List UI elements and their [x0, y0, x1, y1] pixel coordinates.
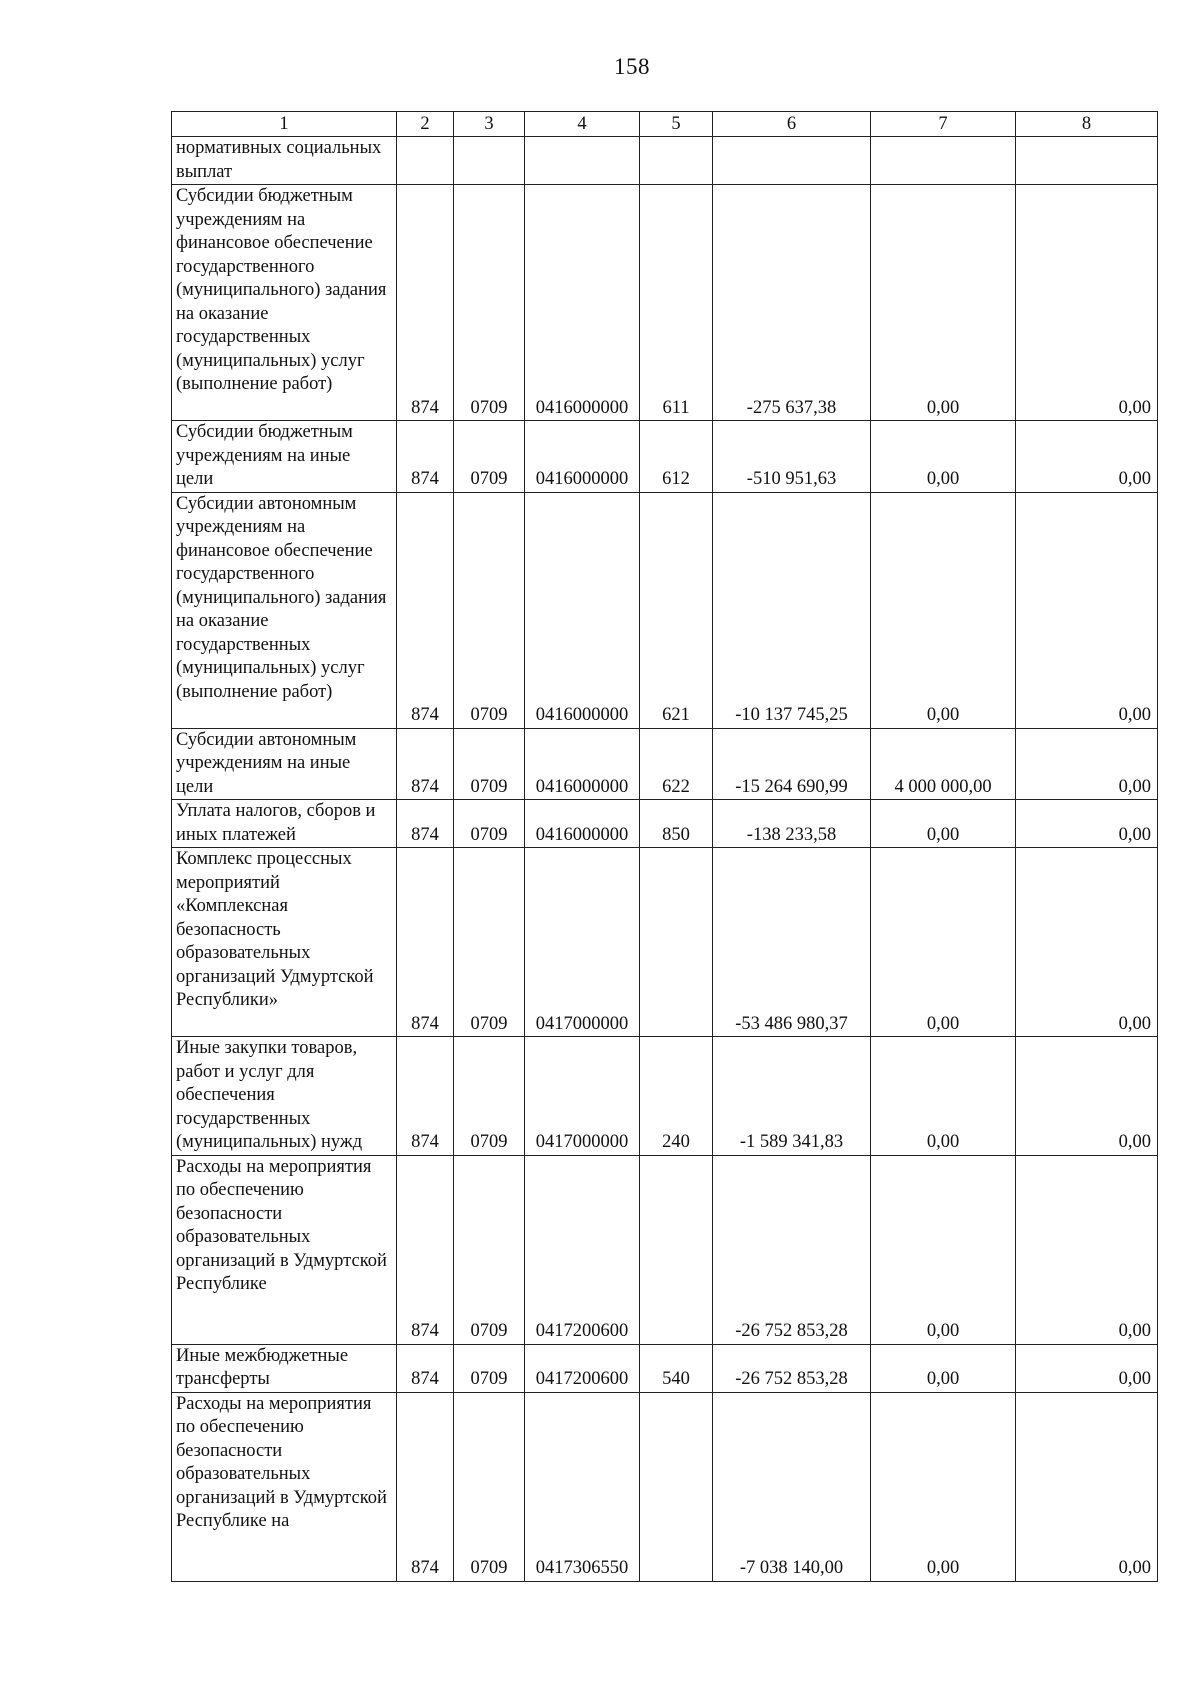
chapter-cell: 874	[397, 1037, 454, 1156]
expense-type-cell	[640, 1392, 713, 1581]
amount-col6-cell: -7 038 140,00	[713, 1392, 871, 1581]
header-cell-5: 5	[640, 112, 713, 137]
header-cell-4: 4	[525, 112, 640, 137]
chapter-cell: 874	[397, 1392, 454, 1581]
amount-col8-cell: 0,00	[1016, 1392, 1158, 1581]
table-row	[172, 1392, 1158, 1581]
amount-col7-cell: 0,00	[871, 1037, 1016, 1156]
row-name: Расходы на мероприятия по обеспечению безопасности образовательных организаций в Удмуртской Республике	[176, 1156, 387, 1294]
chapter-cell: 874	[397, 185, 454, 421]
target-article-cell: 0416000000	[525, 800, 640, 848]
amount-col8-cell: 0,00	[1016, 421, 1158, 493]
section-cell: 0709	[454, 1392, 525, 1581]
section-cell	[454, 137, 525, 185]
budget-table	[171, 111, 1158, 1582]
amount-col7-cell: 0,00	[871, 492, 1016, 728]
table-row	[172, 1344, 1158, 1392]
table-row	[172, 137, 1158, 185]
amount-col7-cell: 0,00	[871, 185, 1016, 421]
chapter-cell	[397, 137, 454, 185]
amount-col8-cell: 0,00	[1016, 492, 1158, 728]
section-cell: 0709	[454, 421, 525, 493]
row-name-cell	[172, 185, 397, 421]
row-name: Субсидии автономным учреждениям на иные цели	[176, 729, 357, 797]
table-row	[172, 800, 1158, 848]
expense-type-cell	[640, 1155, 713, 1344]
section-cell: 0709	[454, 800, 525, 848]
header-cell-6: 6	[713, 112, 871, 137]
row-name-cell	[172, 492, 397, 728]
header-row	[172, 112, 1158, 137]
target-article-cell: 0417200600	[525, 1344, 640, 1392]
amount-col8-cell	[1016, 137, 1158, 185]
chapter-cell: 874	[397, 800, 454, 848]
header-cell-2: 2	[397, 112, 454, 137]
amount-col6-cell: -10 137 745,25	[713, 492, 871, 728]
expense-type-cell: 611	[640, 185, 713, 421]
header-cell-8: 8	[1016, 112, 1158, 137]
amount-col6-cell: -26 752 853,28	[713, 1344, 871, 1392]
row-name-cell	[172, 1344, 397, 1392]
amount-col8-cell: 0,00	[1016, 728, 1158, 800]
amount-col7-cell: 0,00	[871, 1155, 1016, 1344]
page-number: 158	[614, 54, 650, 79]
target-article-cell: 0417200600	[525, 1155, 640, 1344]
amount-col8-cell: 0,00	[1016, 800, 1158, 848]
expense-type-cell: 850	[640, 800, 713, 848]
amount-col6-cell: -138 233,58	[713, 800, 871, 848]
chapter-cell: 874	[397, 1155, 454, 1344]
row-name-cell	[172, 137, 397, 185]
target-article-cell: 0416000000	[525, 421, 640, 493]
amount-col6-cell: -275 637,38	[713, 185, 871, 421]
table-row	[172, 728, 1158, 800]
expense-type-cell: 621	[640, 492, 713, 728]
expense-type-cell	[640, 137, 713, 185]
expense-type-cell: 540	[640, 1344, 713, 1392]
table-row	[172, 1155, 1158, 1344]
target-article-cell: 0416000000	[525, 728, 640, 800]
section-cell: 0709	[454, 848, 525, 1037]
amount-col7-cell: 4 000 000,00	[871, 728, 1016, 800]
expense-type-cell: 622	[640, 728, 713, 800]
row-name: Комплекс процессных мероприятий «Комплексная безопасность образовательных организаций Удмуртской Республики»	[176, 849, 374, 1010]
chapter-cell: 874	[397, 848, 454, 1037]
row-name: Иные закупки товаров, работ и услуг для обеспечения государственных (муниципальных) нужд	[176, 1038, 363, 1152]
target-article-cell	[525, 137, 640, 185]
header-cell-1: 1	[172, 112, 397, 137]
table-row	[172, 1037, 1158, 1156]
table-row	[172, 492, 1158, 728]
chapter-cell: 874	[397, 492, 454, 728]
chapter-cell: 874	[397, 728, 454, 800]
amount-col6-cell: -15 264 690,99	[713, 728, 871, 800]
amount-col6-cell: -1 589 341,83	[713, 1037, 871, 1156]
row-name: Субсидии бюджетным учреждениям на иные цели	[176, 422, 353, 489]
amount-col6-cell: -510 951,63	[713, 421, 871, 493]
row-name-cell	[172, 800, 397, 848]
amount-col6-cell: -26 752 853,28	[713, 1155, 871, 1344]
expense-type-cell	[640, 848, 713, 1037]
table-row	[172, 421, 1158, 493]
section-cell: 0709	[454, 185, 525, 421]
section-cell: 0709	[454, 492, 525, 728]
target-article-cell: 0417000000	[525, 1037, 640, 1156]
amount-col8-cell: 0,00	[1016, 848, 1158, 1037]
row-name: Субсидии автономным учреждениям на финансовое обеспечение государственного (муниципального) задания на оказание государственных (муниципальных) услуг (выполнение работ)	[176, 493, 387, 702]
row-name: нормативных социальных выплат	[176, 138, 382, 182]
row-name-cell	[172, 421, 397, 493]
section-cell: 0709	[454, 728, 525, 800]
amount-col8-cell: 0,00	[1016, 1155, 1158, 1344]
row-name-cell	[172, 728, 397, 800]
amount-col6-cell: -53 486 980,37	[713, 848, 871, 1037]
expense-type-cell: 612	[640, 421, 713, 493]
row-name: Иные межбюджетные трансферты	[176, 1345, 349, 1389]
amount-col6-cell	[713, 137, 871, 185]
header-cell-3: 3	[454, 112, 525, 137]
header-cell-7: 7	[871, 112, 1016, 137]
chapter-cell: 874	[397, 421, 454, 493]
row-name-cell	[172, 1392, 397, 1581]
amount-col7-cell: 0,00	[871, 1344, 1016, 1392]
row-name-cell	[172, 1037, 397, 1156]
row-name-cell	[172, 848, 397, 1037]
amount-col7-cell: 0,00	[871, 848, 1016, 1037]
amount-col8-cell: 0,00	[1016, 1037, 1158, 1156]
section-cell: 0709	[454, 1155, 525, 1344]
section-cell: 0709	[454, 1344, 525, 1392]
target-article-cell: 0416000000	[525, 185, 640, 421]
amount-col7-cell: 0,00	[871, 421, 1016, 493]
amount-col8-cell: 0,00	[1016, 185, 1158, 421]
row-name: Расходы на мероприятия по обеспечению безопасности образовательных организаций в Удмуртской Республике на	[176, 1393, 387, 1531]
amount-col8-cell: 0,00	[1016, 1344, 1158, 1392]
chapter-cell: 874	[397, 1344, 454, 1392]
amount-col7-cell: 0,00	[871, 800, 1016, 848]
table-row	[172, 848, 1158, 1037]
table-row	[172, 185, 1158, 421]
row-name-cell	[172, 1155, 397, 1344]
target-article-cell: 0417306550	[525, 1392, 640, 1581]
target-article-cell: 0417000000	[525, 848, 640, 1037]
expense-type-cell: 240	[640, 1037, 713, 1156]
row-name: Уплата налогов, сборов и иных платежей	[176, 801, 376, 845]
amount-col7-cell: 0,00	[871, 1392, 1016, 1581]
row-name: Субсидии бюджетным учреждениям на финансовое обеспечение государственного (муниципального) задания на оказание государственных (муниципальных) услуг (выполнение работ)	[176, 186, 387, 394]
target-article-cell: 0416000000	[525, 492, 640, 728]
amount-col7-cell	[871, 137, 1016, 185]
section-cell: 0709	[454, 1037, 525, 1156]
